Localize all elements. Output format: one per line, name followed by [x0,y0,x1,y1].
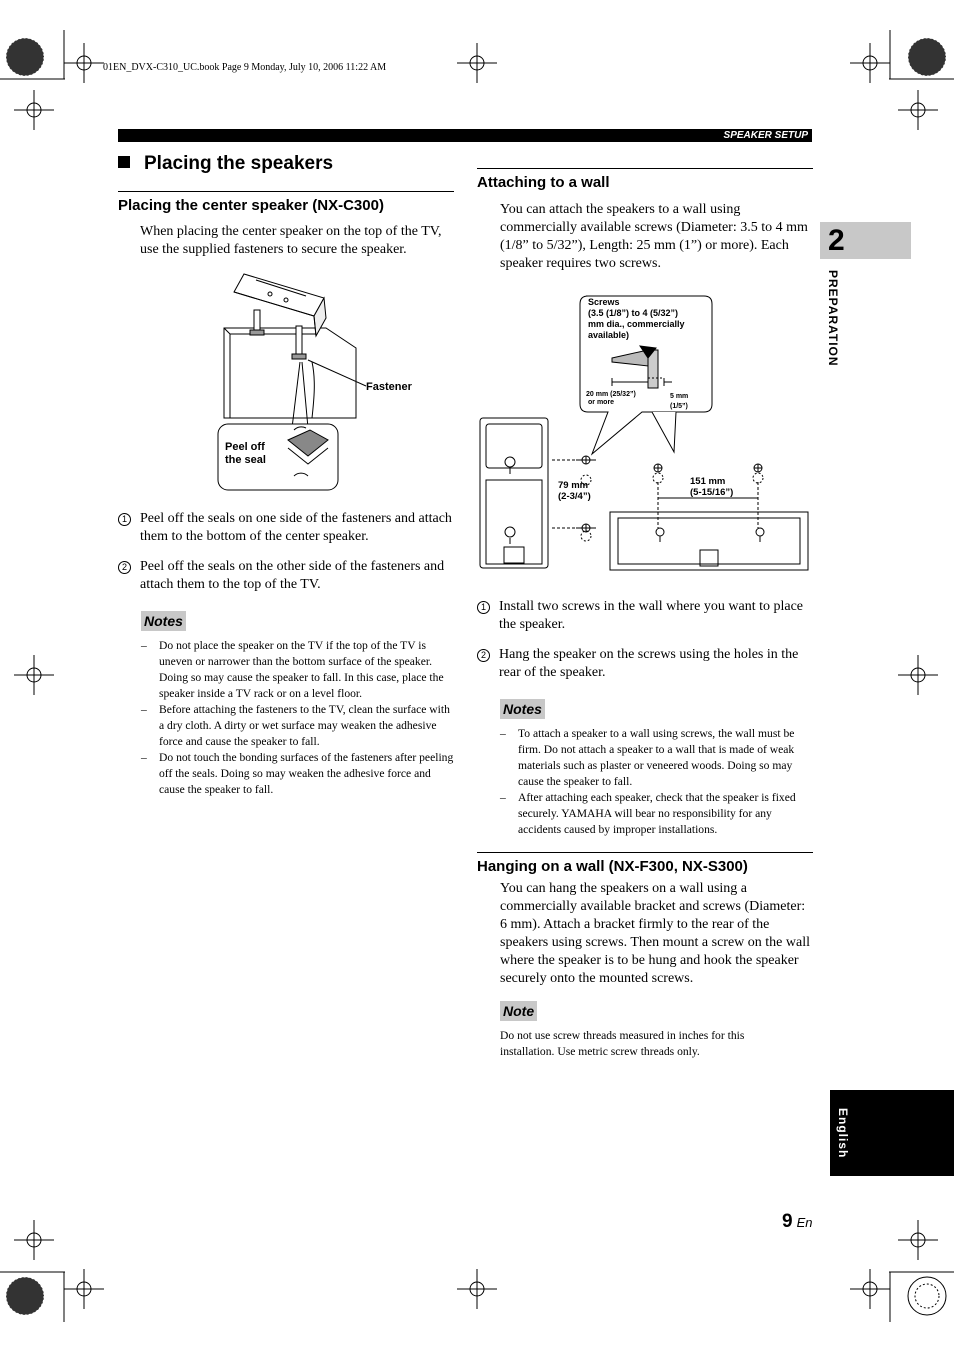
step-item [118,510,454,546]
note-text: Before attaching the fasteners to the TV, clean the surface with a dry cloth. A dirty or wet surface may weaken the adhesive force and cause the speaker to fall. [159,703,450,748]
screws-label-4: available) [588,330,630,340]
dim-79-label-2: (2-3/4”) [558,491,591,502]
file-info: 01EN_DVX-C310_UC.book Page 9 Monday, July 10, 2006 11:22 AM [103,62,387,73]
note-text: After attaching each speaker, check that the speaker is fixed securely. YAMAHA will bear no responsibility for any accidents caused by improper installations. [518,791,796,836]
step-item [477,598,813,634]
step-text: Hang the speaker on the screws using the holes in the rear of the speaker. [499,647,799,680]
wall-intro: You can attach the speakers to a wall using commercially available screws (Diameter: 3.5 to 4 mm (1/8” to 5/32”), Length: 25 mm (1”) or more). Each speaker requires two screws. [500,202,808,271]
note-item: – Do not place the speaker on the TV if the top of the TV is uneven or narrower than the bottom surface of the speaker. Doing so may cause the speaker to fall. In this case, place the speaker inside a TV rack or on a level floor. [141,638,455,702]
notes-label: Notes [500,699,545,719]
header-label: SPEAKER SETUP [723,130,808,141]
depth-label-2: or more [588,399,615,406]
square-bullet-icon [118,156,130,168]
wall-mount-figure [476,292,814,578]
screws-label-1: Screws [588,297,620,307]
dim-151-label-2: (5-15/16”) [690,487,734,498]
gap-label-2: (1/5”) [670,403,688,410]
peel-label-1: Peel off [225,441,265,453]
step-item [118,558,454,594]
hanging-note: Do not use screw threads measured in inches for this installation. Use metric screw threads only. [500,1029,745,1058]
center-intro: When placing the center speaker on the top of the TV, use the supplied fasteners to secure the speaker. [140,224,442,257]
header-bar [118,129,812,142]
step-text: Peel off the seals on one side of the fasteners and attach them to the bottom of the center speaker. [140,511,452,544]
chapter-number: 2 [828,224,845,257]
hanging-intro: You can hang the speakers on a wall using a commercially available bracket and screws (Diameter: 6 mm). Attach a bracket firmly to the rear of the speakers using screws. Then mount a screw on the wall where the speaker is to be hung and hook the speaker securely onto the mounted screws. [500,881,810,986]
screws-label-2: (3.5 (1/8”) to 4 (5/32”) [588,308,679,318]
notes-label: Notes [141,611,186,631]
step-number: 1 [477,601,490,614]
depth-label-1: 20 mm (25/32”) [586,391,636,398]
note-item: – Before attaching the fasteners to the TV, clean the surface with a dry cloth. A dirty or wet surface may weaken the adhesive force and cause the speaker to fall. [141,702,455,750]
step-number: 1 [118,513,131,526]
page-suffix: En [796,1215,813,1230]
section-title [118,153,333,175]
peel-label-2: the seal [225,454,266,466]
note-text: Do not place the speaker on the TV if the top of the TV is uneven or narrower than the bottom surface of the speaker. Doing so may cause the speaker to fall. In this case, place the speaker inside a TV rack or on a level floor. [159,639,444,700]
divider [118,191,454,192]
wall-notes [500,726,813,838]
section-title-text: Placing the speakers [144,153,334,174]
hanging-heading: Hanging on a wall (NX-F300, NX-S300) [477,858,748,875]
center-heading: Placing the center speaker (NX-C300) [118,197,384,214]
note-item: – To attach a speaker to a wall using screws, the wall must be firm. Do not attach a speaker to a wall that is made of weak materials such as plaster or veneered woods. Doing so may cause the speaker to fall. [500,726,813,790]
dim-151-label-1: 151 mm [690,476,726,487]
divider [477,168,813,169]
note-item: – After attaching each speaker, check that the speaker is fixed securely. YAMAHA will bear no responsibility for any accidents caused by improper installations. [500,790,813,838]
step-number: 2 [118,561,131,574]
page-number-value: 9 [782,1211,793,1232]
note-label: Note [500,1001,537,1021]
wall-steps [477,598,813,682]
page-number [782,1211,812,1233]
divider [477,852,813,853]
screws-label-3: mm dia., commercially [588,319,685,329]
chapter-tab [820,222,911,259]
note-text: Do not touch the bonding surfaces of the fasteners after peeling off the seals. Doing so may weaken the adhesive force and cause the speaker to fall. [159,751,454,796]
note-text: To attach a speaker to a wall using screws, the wall must be firm. Do not attach a speaker to a wall that is made of weak materials such as plaster or veneered woods. Doing so may cause the speaker to fall. [518,727,795,788]
wall-heading: Attaching to a wall [477,174,610,191]
step-text: Peel off the seals on the other side of the fasteners and attach them to the top of the TV. [140,559,445,592]
center-steps [118,510,454,594]
dim-79-label-1: 79 mm [558,480,589,491]
note-item: – Do not touch the bonding surfaces of the fasteners after peeling off the seals. Doing so may weaken the adhesive force and cause the speaker to fall. [141,751,454,796]
center-notes [141,638,455,798]
gap-label-1: 5 mm [670,393,689,400]
step-item [477,646,813,682]
chapter-label: PREPARATION [826,270,840,367]
language-label: English [836,1108,850,1159]
step-text: Install two screws in the wall where you want to place the speaker. [499,599,804,632]
step-number: 2 [477,649,490,662]
fastener-label: Fastener [366,381,412,393]
center-speaker-figure [216,270,416,495]
